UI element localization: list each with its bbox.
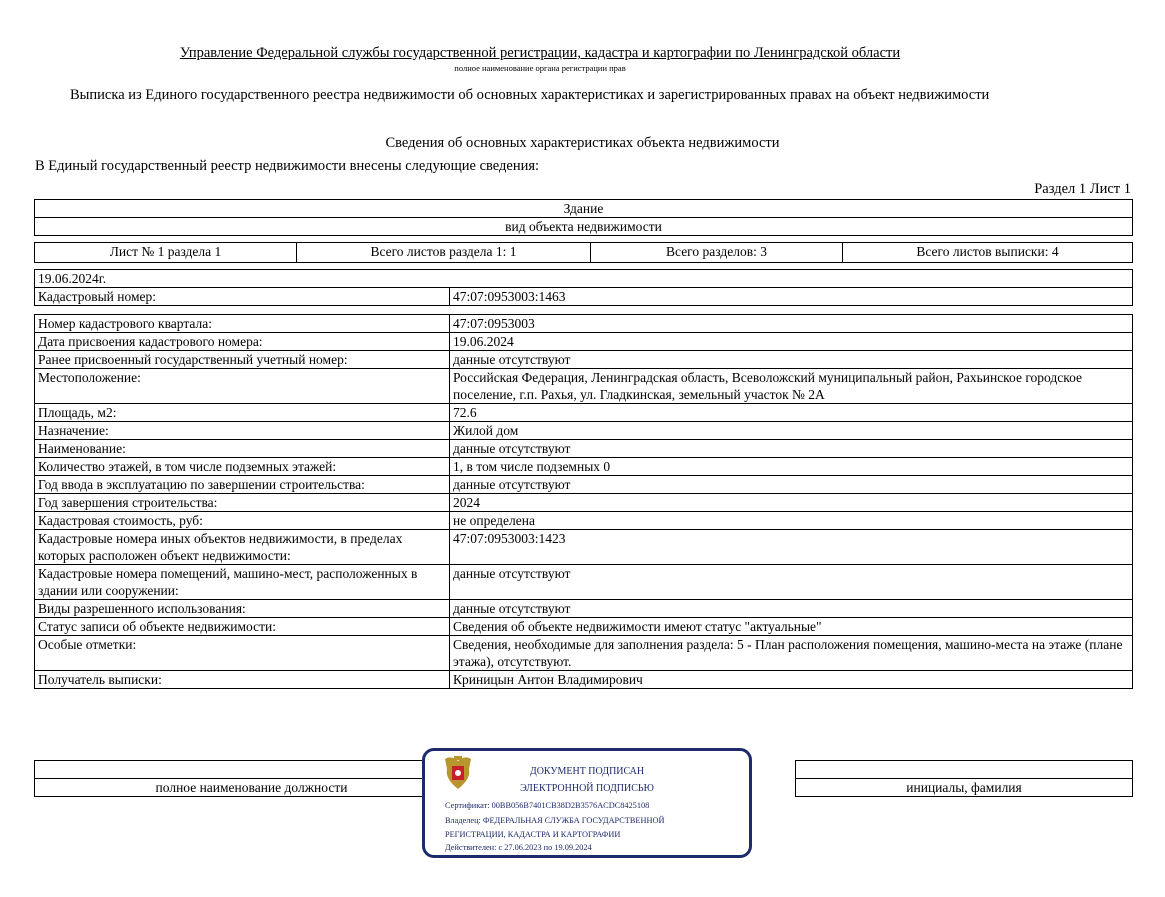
row-value: не определена — [450, 512, 1133, 530]
table-row — [35, 512, 1133, 530]
sheet-number: Лист № 1 раздела 1 — [35, 243, 297, 263]
row-value: данные отсутствуют — [450, 351, 1133, 369]
table-row — [35, 404, 1133, 422]
row-value: данные отсутствуют — [450, 600, 1133, 618]
intro-text: В Единый государственный реестр недвижимости внесены следующие сведения: — [35, 158, 540, 174]
stamp-line-2: ЭЛЕКТРОННОЙ ПОДПИСЬЮ — [520, 783, 654, 794]
table-row — [35, 476, 1133, 494]
row-label: Особые отметки: — [35, 636, 450, 671]
cadastral-number-value: 47:07:0953003:1463 — [450, 288, 1133, 306]
row-label: Дата присвоения кадастрового номера: — [35, 333, 450, 351]
stamp-owner-2: РЕГИСТРАЦИИ, КАДАСТРА И КАРТОГРАФИИ — [445, 830, 621, 839]
row-value: 47:07:0953003:1423 — [450, 530, 1133, 565]
row-value: 1, в том числе подземных 0 — [450, 458, 1133, 476]
table-row — [35, 530, 1133, 565]
organization-name: Управление Федеральной службы государственной регистрации, кадастра и картографии по Ленинградской области — [179, 45, 901, 61]
organization-caption: полное наименование органа регистрации прав — [454, 63, 626, 73]
row-value: 47:07:0953003 — [450, 315, 1133, 333]
table-row — [35, 369, 1133, 404]
electronic-signature-stamp — [422, 748, 752, 858]
date-cadastral-table — [34, 269, 1133, 306]
table-row — [35, 494, 1133, 512]
row-label: Площадь, м2: — [35, 404, 450, 422]
row-label: Получатель выписки: — [35, 671, 450, 689]
row-label: Ранее присвоенный государственный учетный номер: — [35, 351, 450, 369]
cadastral-number-label: Кадастровый номер: — [35, 288, 450, 306]
row-label: Виды разрешенного использования: — [35, 600, 450, 618]
row-label: Год ввода в эксплуатацию по завершении строительства: — [35, 476, 450, 494]
name-caption: инициалы, фамилия — [796, 779, 1133, 797]
table-row — [35, 333, 1133, 351]
table-row — [35, 671, 1133, 689]
table-row — [35, 458, 1133, 476]
row-label: Наименование: — [35, 440, 450, 458]
stamp-line-1: ДОКУМЕНТ ПОДПИСАН — [529, 766, 645, 777]
table-row — [35, 351, 1133, 369]
row-value: данные отсутствуют — [450, 476, 1133, 494]
total-sections: Всего разделов: 3 — [591, 243, 843, 263]
row-value: 2024 — [450, 494, 1133, 512]
stamp-owner-1: Владелец: ФЕДЕРАЛЬНАЯ СЛУЖБА ГОСУДАРСТВЕННОЙ — [445, 816, 665, 825]
extract-date: 19.06.2024г. — [35, 270, 1133, 288]
row-label: Местоположение: — [35, 369, 450, 404]
table-row — [35, 422, 1133, 440]
row-label: Кадастровые номера помещений, машино-мест, расположенных в здании или сооружении: — [35, 565, 450, 600]
row-label: Кадастровая стоимость, руб: — [35, 512, 450, 530]
table-row — [35, 636, 1133, 671]
row-value: Криницын Антон Владимирович — [450, 671, 1133, 689]
object-type: Здание — [35, 200, 1133, 218]
row-label: Номер кадастрового квартала: — [35, 315, 450, 333]
row-label: Количество этажей, в том числе подземных этажей: — [35, 458, 450, 476]
sheet-info-table — [34, 242, 1133, 263]
row-value: Российская Федерация, Ленинградская область, Всеволожский муниципальный район, Рахьинское городское поселение, г.п. Рахья, ул. Гладкинская, земельный участок № 2А — [450, 369, 1133, 404]
table-row — [35, 565, 1133, 600]
stamp-validity: Действителен: с 27.06.2023 по 19.09.2024 — [445, 843, 592, 852]
extract-title: Выписка из Единого государственного реестра недвижимости об основных характеристиках и зарегистрированных правах на объект недвижимости — [70, 87, 990, 103]
table-row — [35, 440, 1133, 458]
object-type-table — [34, 199, 1133, 236]
position-caption: полное наименование должности — [35, 779, 469, 797]
row-value: данные отсутствуют — [450, 565, 1133, 600]
table-row — [35, 618, 1133, 636]
row-label: Год завершения строительства: — [35, 494, 450, 512]
row-value: Жилой дом — [450, 422, 1133, 440]
row-value: данные отсутствуют — [450, 440, 1133, 458]
row-label: Назначение: — [35, 422, 450, 440]
characteristics-table — [34, 314, 1133, 689]
row-value: Сведения, необходимые для заполнения раздела: 5 - План расположения помещения, машино-места на этаже (плане этажа), отсутствуют. — [450, 636, 1133, 671]
total-sheets-extract: Всего листов выписки: 4 — [843, 243, 1133, 263]
row-label: Статус записи об объекте недвижимости: — [35, 618, 450, 636]
stamp-certificate: Сертификат: 00BB056B7401CB38D2B3576ACDC8425108 — [445, 801, 650, 810]
row-value: 72.6 — [450, 404, 1133, 422]
section-title: Сведения об основных характеристиках объекта недвижимости — [385, 135, 780, 151]
section-sheet-label: Раздел 1 Лист 1 — [1034, 181, 1131, 197]
table-row — [35, 600, 1133, 618]
row-value: Сведения об объекте недвижимости имеют статус "актуальные" — [450, 618, 1133, 636]
table-row — [35, 315, 1133, 333]
object-type-caption: вид объекта недвижимости — [35, 218, 1133, 236]
total-sheets-section: Всего листов раздела 1: 1 — [297, 243, 591, 263]
row-label: Кадастровые номера иных объектов недвижимости, в пределах которых расположен объект недвижимости: — [35, 530, 450, 565]
row-value: 19.06.2024 — [450, 333, 1133, 351]
